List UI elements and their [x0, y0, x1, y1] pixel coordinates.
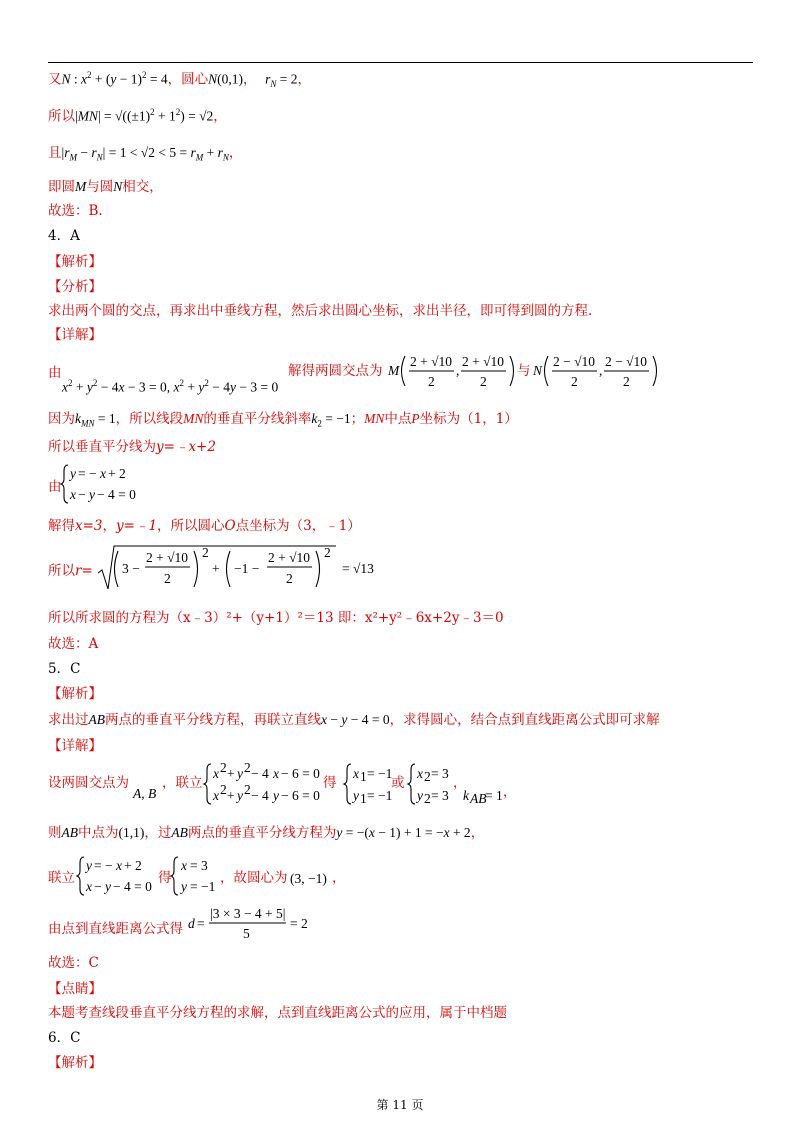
text: 两点的垂直平分线方程，再联立直线	[105, 712, 321, 728]
svg-text:,: ,	[599, 363, 603, 378]
svg-text:= 1: = 1	[485, 788, 503, 803]
svg-text:+: +	[227, 788, 235, 803]
text-line	[48, 441, 216, 455]
svg-text:y: y	[70, 466, 76, 481]
question-number: 5．C	[48, 661, 81, 677]
question-number: 4．A	[48, 228, 80, 244]
text: ，	[102, 518, 117, 534]
svg-text:|3 × 3 − 4 + 5|: |3 × 3 − 4 + 5|	[210, 906, 286, 921]
svg-text:x: x	[353, 766, 359, 781]
svg-text:= 3: = 3	[190, 858, 208, 873]
svg-text:x: x	[213, 766, 219, 781]
text: 点坐标为（3，﹣1）	[235, 518, 361, 534]
text: 所以垂直平分线为	[48, 439, 156, 455]
svg-text:= 3: = 3	[431, 788, 449, 803]
svg-text:2: 2	[286, 571, 293, 586]
point-m-fraction	[388, 348, 518, 394]
text-line: 又N : $x^2 + (y - 1)^2 = 4$，圆心N(0,1)， $r_N = 2$，	[48, 70, 312, 90]
svg-text:2: 2	[244, 782, 251, 797]
svg-text:2 − √10: 2 − √10	[553, 354, 596, 369]
svg-text:2: 2	[244, 760, 251, 775]
svg-text:1: 1	[360, 769, 367, 784]
svg-text:x: x	[70, 487, 76, 502]
text: 求出过	[48, 712, 89, 728]
svg-text:x: x	[116, 858, 122, 873]
tag-xiangjie: 【详解】	[48, 738, 102, 754]
svg-text:2: 2	[324, 545, 331, 560]
svg-text:2: 2	[623, 374, 630, 389]
math: A, B	[133, 786, 157, 801]
text: ，联立	[162, 775, 203, 791]
svg-text:2 + √10: 2 + √10	[462, 354, 505, 369]
text: 与圆	[86, 179, 114, 195]
distance-formula	[188, 904, 318, 946]
math-equations: $x^2 + y^2 - 4x - 3 = 0$, $x^2 + y^2 - 4y - 3 = 0$	[62, 378, 279, 395]
text-line: 则AB中点为(1,1)，过AB两点的垂直平分线方程为y = −(x − 1) + 1 = −x + 2，	[48, 825, 485, 841]
value: y=﹣1	[116, 518, 158, 534]
header-rule	[48, 62, 753, 63]
text: 得	[323, 775, 337, 791]
text: 设两圆交点为	[48, 775, 129, 791]
svg-text:x: x	[273, 766, 279, 781]
text: ，所以圆心	[157, 518, 225, 534]
text: ；	[350, 411, 365, 427]
text-line: 求出过AB两点的垂直平分线方程，再联立直线x − y − 4 = 0，求得圆心，结合点到直线距离公式即可求解	[48, 712, 660, 728]
svg-text:= −: = −	[78, 466, 97, 481]
svg-text:=: =	[197, 916, 205, 931]
text: 的垂直平分线斜率	[203, 411, 312, 427]
svg-text:− 4: − 4	[251, 766, 269, 781]
text: ，	[332, 870, 346, 886]
svg-text:2: 2	[424, 791, 431, 806]
svg-text:2: 2	[571, 374, 578, 389]
value: x=3	[75, 518, 103, 534]
text: 或	[391, 775, 405, 791]
svg-text:+: +	[212, 561, 220, 576]
text: 相交，	[122, 179, 163, 195]
text: ，	[297, 71, 312, 88]
equation-system	[62, 463, 152, 505]
svg-text:2: 2	[428, 374, 435, 389]
text: 得	[158, 870, 172, 886]
svg-text:= −1: = −1	[190, 879, 216, 894]
text-line: 因为$k_{MN} = 1$，所以线段MN的垂直平分线斜率$k_2 = -1$；MN中点P坐标为（1，1）	[48, 411, 518, 429]
svg-text:− 4: − 4	[251, 788, 269, 803]
text: 因为	[48, 411, 75, 427]
text-line: 即圆M与圆N相交，	[48, 179, 163, 195]
text: 所以	[48, 563, 75, 579]
text-line	[48, 777, 129, 791]
text: ，求得圆心，结合点到直线距离公式即可求解	[389, 712, 660, 728]
text-line: 所以r=	[48, 563, 93, 579]
svg-text:y: y	[417, 788, 423, 803]
tag-jiexi: 【解析】	[48, 686, 102, 702]
text: 所以	[48, 108, 75, 125]
text-line: 所以所求圆的方程为（x﹣3）²+（y+1）²＝13 即：x²+y²﹣6x+2y﹣3＝0	[48, 610, 504, 626]
svg-text:− 6 = 0: − 6 = 0	[281, 766, 320, 781]
text-line	[48, 367, 62, 381]
svg-text:x: x	[100, 466, 106, 481]
text: 由	[48, 479, 62, 495]
svg-text:2: 2	[480, 374, 487, 389]
svg-text:y: y	[86, 858, 92, 873]
text-line	[517, 365, 531, 379]
text: 且	[48, 145, 62, 161]
svg-text:d: d	[188, 916, 195, 931]
text: 解得	[48, 518, 75, 534]
tag-xiangjie: 【详解】	[48, 327, 102, 343]
text-line	[48, 481, 62, 495]
svg-text:y: y	[237, 788, 243, 803]
text-line	[288, 365, 383, 379]
math: N	[61, 71, 71, 87]
tag-fenxi: 【分析】	[48, 279, 102, 295]
svg-text:y: y	[89, 487, 95, 502]
text: 则	[48, 825, 62, 841]
analysis-text: 求出两个圆的交点，再求出中垂线方程，然后求出圆心坐标，求出半径，即可得到圆的方程.	[48, 303, 593, 319]
comment-text: 本题考查线段垂直平分线方程的求解，点到直线距离公式的应用，属于中档题	[48, 1005, 507, 1021]
svg-text:2: 2	[220, 760, 227, 775]
text: 中点	[384, 411, 412, 427]
point-n-fraction	[533, 348, 663, 394]
svg-text:− 4 = 0: − 4 = 0	[97, 487, 136, 502]
text: ，故圆心为	[220, 870, 288, 886]
svg-text:2: 2	[164, 571, 171, 586]
tag-jiexi: 【解析】	[48, 1055, 102, 1071]
text: ，过	[144, 825, 172, 841]
q5-line-system	[78, 855, 328, 897]
text: 由	[48, 365, 62, 381]
svg-text:= √13: = √13	[342, 561, 374, 576]
svg-text:y: y	[105, 879, 111, 894]
svg-text:x: x	[213, 788, 219, 803]
text-line	[48, 923, 183, 937]
point-label: O	[224, 518, 236, 534]
svg-text:2: 2	[424, 769, 431, 784]
svg-text:M: M	[388, 363, 400, 378]
q5-systems	[205, 762, 535, 806]
answer-line: 故选：B.	[48, 203, 103, 219]
svg-text:3 −: 3 −	[122, 561, 140, 576]
text: 与	[517, 363, 531, 379]
svg-text:2 + √10: 2 + √10	[268, 550, 311, 565]
svg-text:N: N	[533, 363, 543, 378]
svg-text:y: y	[273, 788, 279, 803]
svg-text:− 4 = 0: − 4 = 0	[113, 879, 152, 894]
text: ，	[213, 108, 227, 125]
svg-text:−1 −: −1 −	[234, 561, 260, 576]
answer-line: 故选：A	[48, 636, 99, 652]
svg-text:k: k	[463, 788, 469, 803]
svg-text:2: 2	[220, 782, 227, 797]
text-line: 且$|r_M - r_N| = 1 < √2 < 5 = r_M + r_N$，	[48, 145, 243, 163]
tag-dianjing: 【点睛】	[48, 981, 102, 997]
svg-text:x: x	[417, 766, 423, 781]
svg-text:y: y	[353, 788, 359, 803]
svg-text:2 − √10: 2 − √10	[605, 354, 648, 369]
text: 联立	[48, 870, 75, 886]
text-line	[48, 520, 361, 534]
answer-line: 故选：C	[48, 955, 99, 971]
text: 中点为	[78, 825, 119, 841]
svg-text:2 + √10: 2 + √10	[146, 550, 189, 565]
svg-text:y: y	[237, 766, 243, 781]
svg-text:(3, −1): (3, −1)	[290, 871, 327, 886]
text: 解得两圆交点为	[288, 363, 383, 379]
text-line	[48, 872, 75, 886]
svg-text:= −: = −	[94, 858, 113, 873]
svg-text:+: +	[227, 766, 235, 781]
svg-text:x: x	[181, 858, 187, 873]
svg-text:5: 5	[243, 926, 250, 941]
svg-text:+ 2: + 2	[108, 466, 126, 481]
svg-text:y: y	[181, 879, 187, 894]
text: ，	[470, 825, 485, 841]
text: ，圆心	[167, 71, 209, 88]
page-footer: 第 11 页	[376, 1098, 424, 1112]
svg-text:x: x	[86, 879, 92, 894]
text: ，	[243, 71, 257, 88]
svg-text:2: 2	[202, 545, 209, 560]
text: 坐标为（1，1）	[419, 411, 518, 427]
radius-formula	[98, 543, 374, 593]
svg-text:= −1: = −1	[367, 766, 393, 781]
svg-text:1: 1	[360, 791, 367, 806]
text: ，	[503, 784, 517, 800]
text: ，	[453, 775, 467, 791]
svg-text:,: ,	[456, 363, 460, 378]
text: 由点到直线距离公式得	[48, 921, 183, 937]
question-number: 6．C	[48, 1030, 81, 1046]
equation: y=﹣x+2	[156, 439, 216, 455]
svg-text:= 2: = 2	[290, 916, 308, 931]
text: 两点的垂直平分线方程为	[187, 825, 337, 841]
text: 即圆	[48, 179, 75, 195]
svg-text:= −1: = −1	[367, 788, 393, 803]
svg-text:= 3: = 3	[431, 766, 449, 781]
svg-text:+ 2: + 2	[124, 858, 142, 873]
text: ，	[228, 145, 243, 161]
svg-text:− 6 = 0: − 6 = 0	[281, 788, 320, 803]
svg-text:2 + √10: 2 + √10	[410, 354, 453, 369]
svg-text:AB: AB	[470, 791, 487, 806]
tag-jiexi: 【解析】	[48, 254, 102, 270]
svg-text:−: −	[78, 487, 86, 502]
text-line: 所以$|MN| = √((\pm 1)^2 + 1^2) = √2$，	[48, 107, 227, 125]
svg-text:−: −	[94, 879, 102, 894]
text: ，所以线段	[115, 411, 184, 427]
text: 又	[48, 71, 62, 88]
